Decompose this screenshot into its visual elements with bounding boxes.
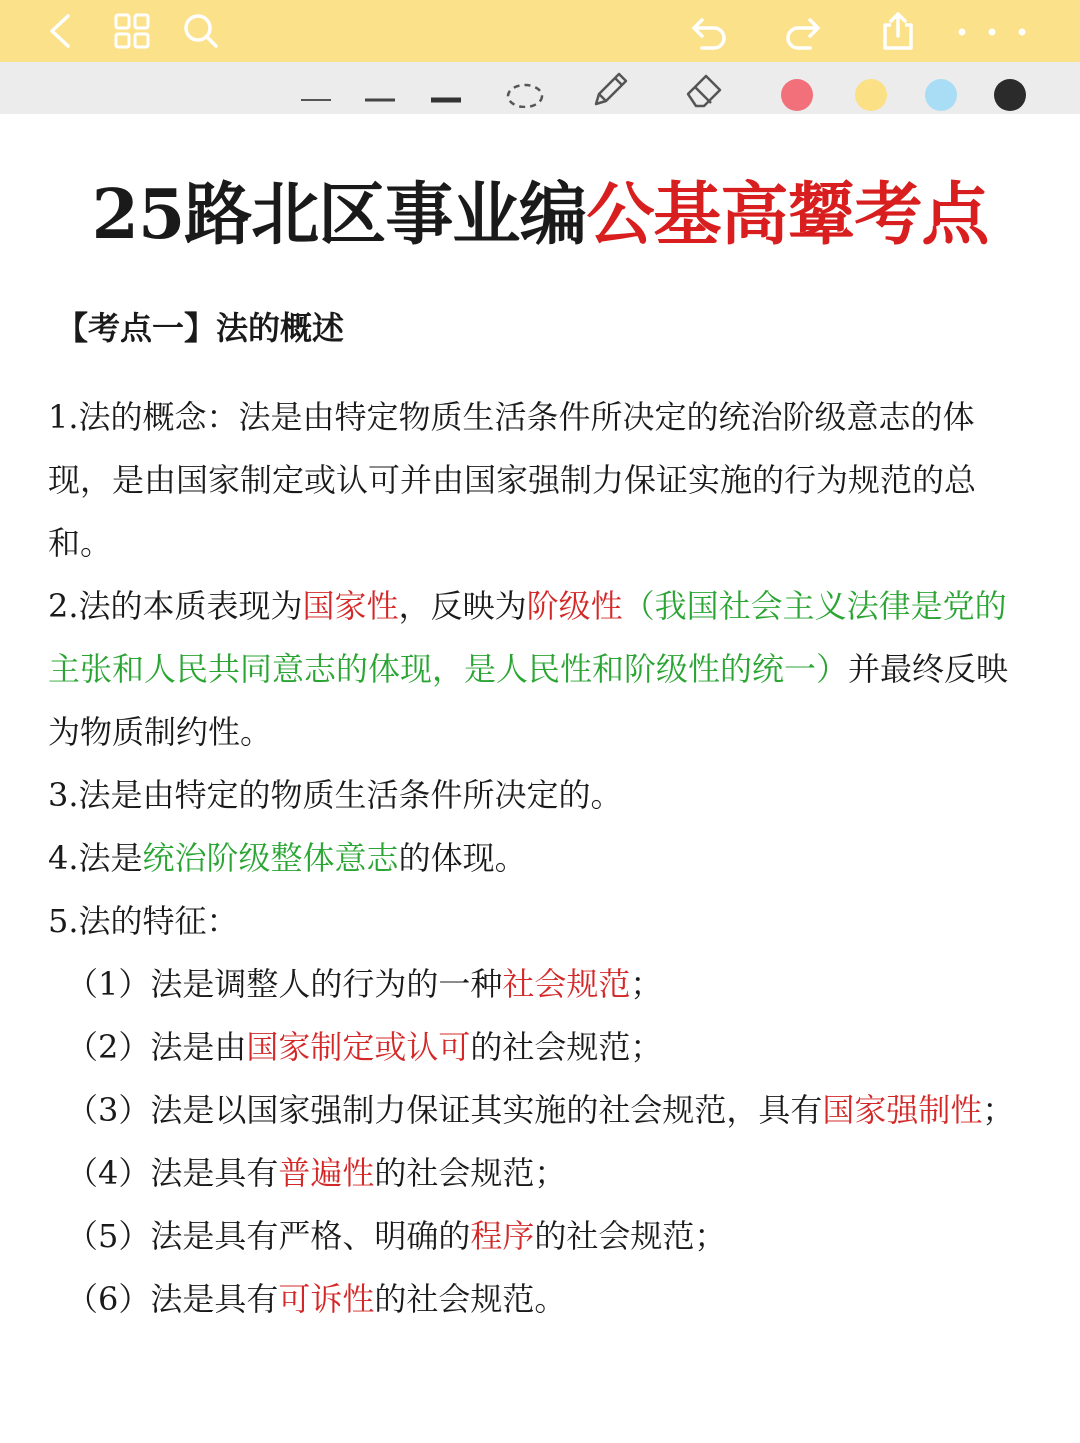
- feature-item-3: [48, 1079, 1038, 1142]
- text: ；: [630, 965, 663, 1003]
- pen-toolbar: [0, 62, 1080, 114]
- feature-item-2: [48, 1016, 1038, 1079]
- lasso-icon[interactable]: [503, 68, 547, 108]
- thick-line-icon[interactable]: [428, 68, 464, 108]
- pencil-icon[interactable]: [588, 68, 632, 108]
- color-swatch-pink[interactable]: [781, 79, 813, 111]
- text: （2）法是由: [66, 1028, 247, 1066]
- color-swatch-blue[interactable]: [925, 79, 957, 111]
- title-black-part: 25路北区事业编: [91, 175, 587, 255]
- highlight-red: 普遍性: [278, 1154, 375, 1192]
- highlight-red: 程序: [470, 1217, 535, 1255]
- text: 的社会规范；: [374, 1154, 567, 1192]
- medium-line-icon[interactable]: [362, 68, 398, 108]
- paragraph-1: 1.法的概念：法是由特定物质生活条件所决定的统治阶级意志的体现，是由国家制定或认可并由国家强制力保证实施的行为规范的总和。: [48, 398, 977, 562]
- eraser-icon[interactable]: [682, 68, 726, 108]
- redo-icon[interactable]: [780, 10, 824, 52]
- text: 的社会规范；: [470, 1028, 663, 1066]
- back-icon[interactable]: [40, 10, 80, 52]
- highlight-green: 统治阶级整体意志: [142, 839, 399, 877]
- paragraph-3: 3.法是由特定的物质生活条件所决定的。: [48, 776, 623, 814]
- highlight-red: 可诉性: [278, 1280, 375, 1318]
- section-heading: 【考点一】法的概述: [56, 309, 345, 347]
- paragraph-2: [48, 575, 1038, 764]
- color-swatch-yellow[interactable]: [855, 79, 887, 111]
- feature-item-1: [48, 953, 1038, 1016]
- text: （1）法是调整人的行为的一种: [66, 965, 503, 1003]
- page-title: [0, 170, 1080, 260]
- undo-icon[interactable]: [688, 10, 732, 52]
- text: ；: [982, 1091, 1015, 1129]
- text: 的社会规范。: [374, 1280, 567, 1318]
- text: 4.法是: [48, 839, 143, 877]
- text: 的体现。: [398, 839, 527, 877]
- paragraph-5: 5.法的特征：: [48, 902, 239, 940]
- text: 2.法的本质表现为: [48, 587, 303, 625]
- text: （3）法是以国家强制力保证其实施的社会规范，具有: [66, 1091, 823, 1129]
- text: （5）法是具有严格、明确的: [66, 1217, 471, 1255]
- text: 并最终反映为物质制约性。: [48, 650, 1009, 751]
- search-icon[interactable]: [180, 10, 222, 52]
- more-icon[interactable]: [952, 10, 1032, 52]
- highlight-green: （我国社会主义法律是党的主张和人民共同意志的体现，是人民性和阶级性的统一）: [48, 587, 1007, 688]
- feature-item-4: [48, 1142, 1038, 1205]
- share-icon[interactable]: [876, 10, 920, 52]
- text: 的社会规范；: [534, 1217, 727, 1255]
- color-swatch-black[interactable]: [994, 79, 1026, 111]
- paragraph-4: [48, 827, 1038, 890]
- feature-item-5: [48, 1205, 1038, 1268]
- text: ，反映为: [398, 587, 527, 625]
- highlight-red: 社会规范: [502, 965, 631, 1003]
- title-red-part: 公基高颦考点: [586, 175, 989, 255]
- highlight-red: 国家性: [302, 587, 399, 625]
- feature-item-6: [48, 1268, 1038, 1331]
- text: （4）法是具有: [66, 1154, 279, 1192]
- top-navigation-bar: [0, 0, 1080, 62]
- highlight-red: 国家强制性: [822, 1091, 983, 1129]
- text: （6）法是具有: [66, 1280, 279, 1318]
- highlight-red: 国家制定或认可: [246, 1028, 471, 1066]
- highlight-red: 阶级性: [526, 587, 623, 625]
- note-body: [48, 386, 1038, 1331]
- grid-icon[interactable]: [110, 10, 154, 52]
- thin-line-icon[interactable]: [298, 68, 334, 108]
